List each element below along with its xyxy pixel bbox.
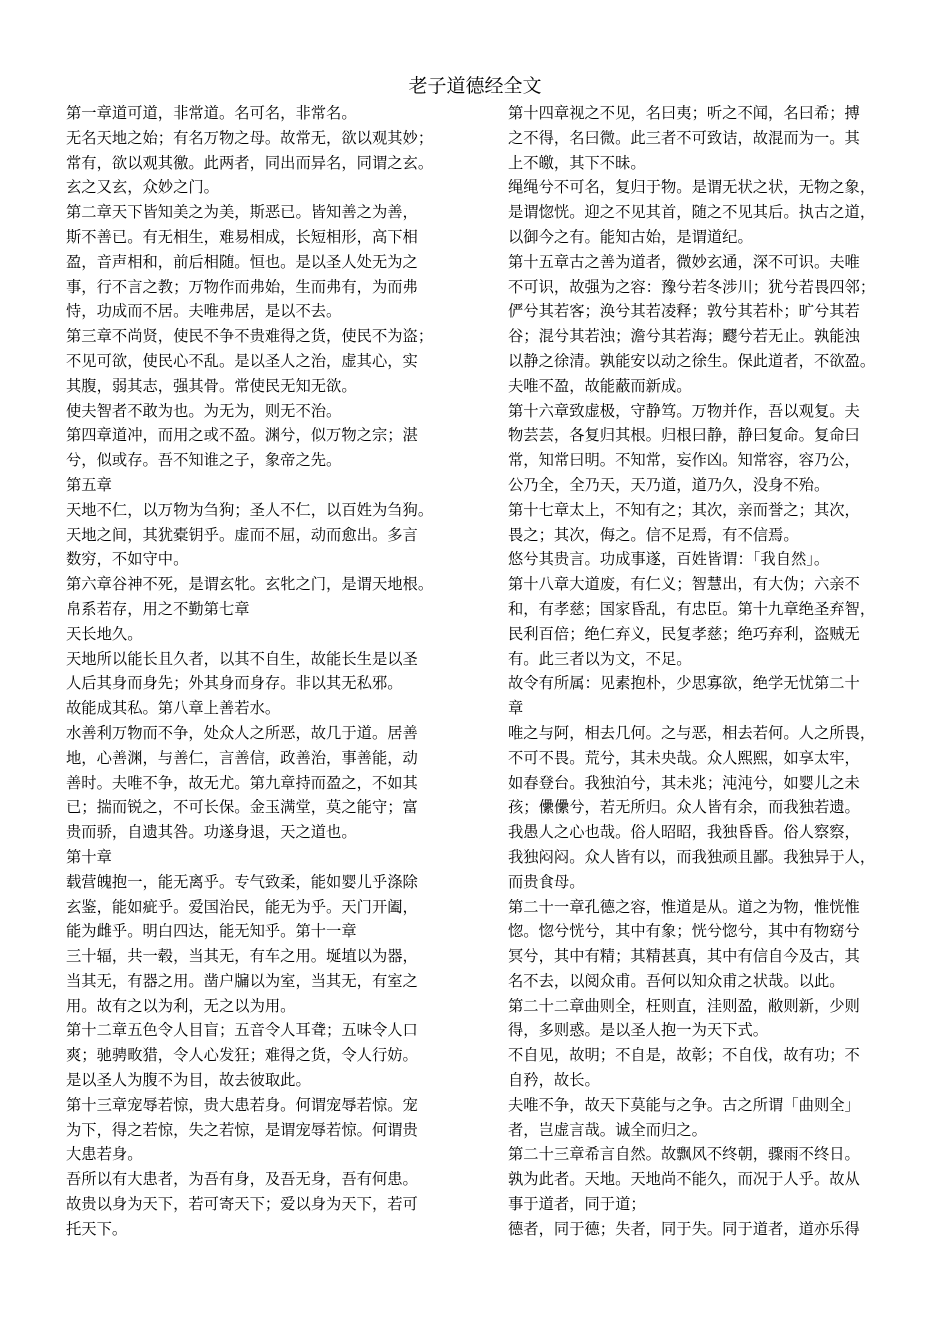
text-line: 唯之与阿，相去几何。之与恶，相去若何。人之所畏，: [508, 723, 876, 742]
text-line: 为下，得之若惊，失之若惊，是谓宠辱若惊。何谓贵: [66, 1120, 418, 1139]
text-line: 载营魄抱一，能无离乎。专气致柔，能如婴儿乎涤除: [66, 872, 418, 891]
text-line: 数穷，不如守中。: [66, 550, 189, 569]
text-line: 之不得，名曰微。此三者不可致诘，故混而为一。其: [508, 128, 860, 147]
text-line: 第二章天下皆知美之为美，斯恶已。皆知善之为善，: [66, 203, 418, 222]
text-line: 孩；儽儽兮，若无所归。众人皆有余，而我独若遗。: [508, 798, 860, 817]
text-line: 不见可欲，使民心不乱。是以圣人之治，虚其心，实: [66, 351, 418, 370]
text-line: 常有，欲以观其徼。此两者，同出而异名，同谓之玄。: [66, 153, 434, 172]
text-line: 斯不善已。有无相生，难易相成，长短相形，高下相: [66, 227, 418, 246]
text-line: 第三章不尚贤，使民不争不贵难得之货，使民不为盗；: [66, 327, 434, 346]
text-line: 第十六章致虚极，守静笃。万物并作，吾以观复。夫: [508, 401, 860, 420]
document-title: 老子道德经全文: [408, 75, 542, 97]
text-line: 第二十二章曲则全，枉则直，洼则盈，敝则新，少则: [508, 996, 860, 1015]
text-line: 俨兮其若客；涣兮其若凌释；敦兮其若朴；旷兮其若: [508, 302, 860, 321]
text-line: 第十四章视之不见，名曰夷；听之不闻，名曰希；搏: [508, 104, 860, 122]
text-line: 第六章谷神不死，是谓玄牝。玄牝之门，是谓天地根。: [66, 575, 434, 594]
text-line: 上不皦，其下不昧。: [508, 153, 646, 172]
text-line: 人后其身而身先；外其身而身存。非以其无私邪。: [66, 674, 403, 693]
text-line: 第十章: [66, 847, 112, 866]
text-line: 已；揣而锐之，不可长保。金玉满堂，莫之能守；富: [66, 798, 418, 817]
text-line: 第五章: [66, 475, 112, 494]
text-line: 第十五章古之善为道者，微妙玄通，深不可识。夫唯: [508, 252, 860, 271]
text-line: 第二十三章希言自然。故飘风不终朝，骤雨不终日。: [508, 1145, 860, 1164]
text-line: 事，行不言之教；万物作而弗始，生而弗有，为而弗: [66, 277, 418, 296]
text-line: 盈，音声相和，前后相随。恒也。是以圣人处无为之: [66, 252, 418, 271]
right-text-column: [508, 101, 916, 1242]
text-line: 是以圣人为腹不为目，故去彼取此。: [66, 1071, 311, 1090]
text-line: 当其无，有器之用。凿户牖以为室，当其无，有室之: [66, 971, 418, 990]
text-line: 绳绳兮不可名，复归于物。是谓无状之状，无物之象，: [508, 178, 876, 197]
text-line: 天地之间，其犹橐钥乎。虚而不屈，动而愈出。多言: [66, 525, 418, 544]
text-line: 故令有所属：见素抱朴，少思寡欲，绝学无忧第二十: [508, 674, 860, 693]
text-line: 使夫智者不敢为也。为无为，则无不治。: [66, 401, 342, 420]
text-line: 自矜，故长。: [508, 1071, 600, 1090]
text-line: 故贵以身为天下，若可寄天下；爱以身为天下，若可: [66, 1195, 418, 1214]
text-line: 谷；混兮其若浊；澹兮其若海；飂兮若无止。孰能浊: [508, 327, 860, 346]
text-line: 悠兮其贵言。功成事遂，百姓皆谓：「我自然」。: [508, 550, 830, 569]
text-line: 兮，似或存。吾不知谁之子，象帝之先。: [66, 451, 342, 470]
text-line: 天地所以能长且久者，以其不自生，故能长生是以圣: [66, 649, 418, 668]
text-line: 第四章道冲，而用之或不盈。渊兮，似万物之宗；湛: [66, 426, 418, 445]
text-line: 冥兮，其中有精；其精甚真，其中有信自今及古，其: [508, 947, 860, 966]
text-line: 是谓惚恍。迎之不见其首，随之不见其后。执古之道，: [508, 203, 876, 222]
text-line: 第十八章大道废，有仁义；智慧出，有大伪；六亲不: [508, 575, 860, 594]
text-line: 夫唯不争，故天下莫能与之争。古之所谓「曲则全」: [508, 1095, 860, 1114]
text-line: 而贵食母。: [508, 872, 585, 891]
text-line: 故能成其私。第八章上善若水。: [66, 699, 281, 718]
text-line: 如春登台。我独泊兮，其未兆；沌沌兮，如婴儿之未: [508, 773, 860, 792]
text-line: 大患若身。: [66, 1145, 143, 1164]
text-line: 第一章道可道，非常道。名可名，非常名。: [66, 104, 357, 122]
text-line: 我愚人之心也哉。俗人昭昭，我独昏昏。俗人察察，: [508, 823, 860, 842]
text-line: 水善利万物而不争，处众人之所恶，故几于道。居善: [66, 723, 418, 742]
text-line: 吾所以有大患者，为吾有身，及吾无身，吾有何患。: [66, 1170, 418, 1189]
text-line: 第二十一章孔德之容，惟道是从。道之为物，惟恍惟: [508, 897, 860, 916]
text-line: 和，有孝慈；国家昏乱，有忠臣。第十九章绝圣弃智，: [508, 599, 876, 618]
text-line: 恃，功成而不居。夫唯弗居，是以不去。: [66, 302, 342, 321]
text-line: 不可识，故强为之容：豫兮若冬涉川；犹兮若畏四邻；: [508, 277, 876, 296]
text-line: 我独闷闷。众人皆有以，而我独顽且鄙。我独异于人，: [508, 847, 876, 866]
text-line: 无名天地之始；有名万物之母。故常无，欲以观其妙；: [66, 128, 434, 147]
text-line: 爽；驰骋畋猎，令人心发狂；难得之货，令人行妨。: [66, 1046, 418, 1065]
text-line: 天长地久。: [66, 624, 143, 643]
text-line: 德者，同于德；失者，同于失。同于道者，道亦乐得: [508, 1219, 860, 1238]
text-line: 第十二章五色令人目盲；五音令人耳聋；五味令人口: [66, 1021, 418, 1040]
text-line: 地，心善渊，与善仁，言善信，政善治，事善能，动: [66, 748, 418, 767]
text-line: 用。故有之以为利，无之以为用。: [66, 996, 296, 1015]
text-line: 事于道者，同于道；: [508, 1195, 646, 1214]
text-line: 民利百倍；绝仁弃义，民复孝慈；绝巧弃利，盗贼无: [508, 624, 860, 643]
text-line: 章: [508, 699, 524, 718]
text-line: 物芸芸，各复归其根。归根曰静，静曰复命。复命曰: [508, 426, 860, 445]
text-line: 贵而骄，自遗其咎。功遂身退，天之道也。: [66, 823, 357, 842]
text-line: 善时。夫唯不争，故无尤。第九章持而盈之，不如其: [66, 773, 418, 792]
text-line: 夫唯不盈，故能蔽而新成。: [508, 376, 692, 395]
text-line: 公乃全，全乃天，天乃道，道乃久，没身不殆。: [508, 475, 830, 494]
text-line: 天地不仁，以万物为刍狗；圣人不仁，以百姓为刍狗。: [66, 500, 434, 519]
text-line: 孰为此者。天地。天地尚不能久，而况于人乎。故从: [508, 1170, 860, 1189]
text-line: 玄之又玄，众妙之门。: [66, 178, 219, 197]
text-line: 托天下。: [66, 1219, 128, 1238]
text-line: 者，岂虚言哉。诚全而归之。: [508, 1120, 707, 1139]
text-line: 有。此三者以为文，不足。: [508, 649, 692, 668]
text-line: 三十辐，共一毂，当其无，有车之用。埏埴以为器，: [66, 947, 418, 966]
text-line: 第十三章宠辱若惊，贵大患若身。何谓宠辱若惊。宠: [66, 1095, 418, 1114]
text-line: 玄鉴，能如疵乎。爱国治民，能无为乎。天门开阖，: [66, 897, 418, 916]
left-text-column: [66, 101, 478, 1242]
text-line: 能为雌乎。明白四达，能无知乎。第十一章: [66, 922, 357, 941]
text-line: 得，多则惑。是以圣人抱一为天下式。: [508, 1021, 769, 1040]
text-line: 名不去，以阅众甫。吾何以知众甫之状哉。以此。: [508, 971, 845, 990]
text-line: 帛系若存，用之不勤第七章: [66, 599, 250, 618]
text-line: 常，知常曰明。不知常，妄作凶。知常容，容乃公，: [508, 451, 860, 470]
text-line: 第十七章太上，不知有之；其次，亲而誉之；其次，: [508, 500, 860, 519]
text-line: 畏之；其次，侮之。信不足焉，有不信焉。: [508, 525, 799, 544]
text-line: 不可不畏。荒兮，其未央哉。众人熙熙，如享太牢，: [508, 748, 860, 767]
text-line: 其腹，弱其志，强其骨。常使民无知无欲。: [66, 376, 357, 395]
text-line: 以御今之有。能知古始，是谓道纪。: [508, 227, 753, 246]
text-line: 惚。惚兮恍兮，其中有象；恍兮惚兮，其中有物窈兮: [508, 922, 860, 941]
text-line: 不自见，故明；不自是，故彰；不自伐，故有功；不: [508, 1046, 860, 1065]
text-line: 以静之徐清。孰能安以动之徐生。保此道者，不欲盈。: [508, 351, 876, 370]
